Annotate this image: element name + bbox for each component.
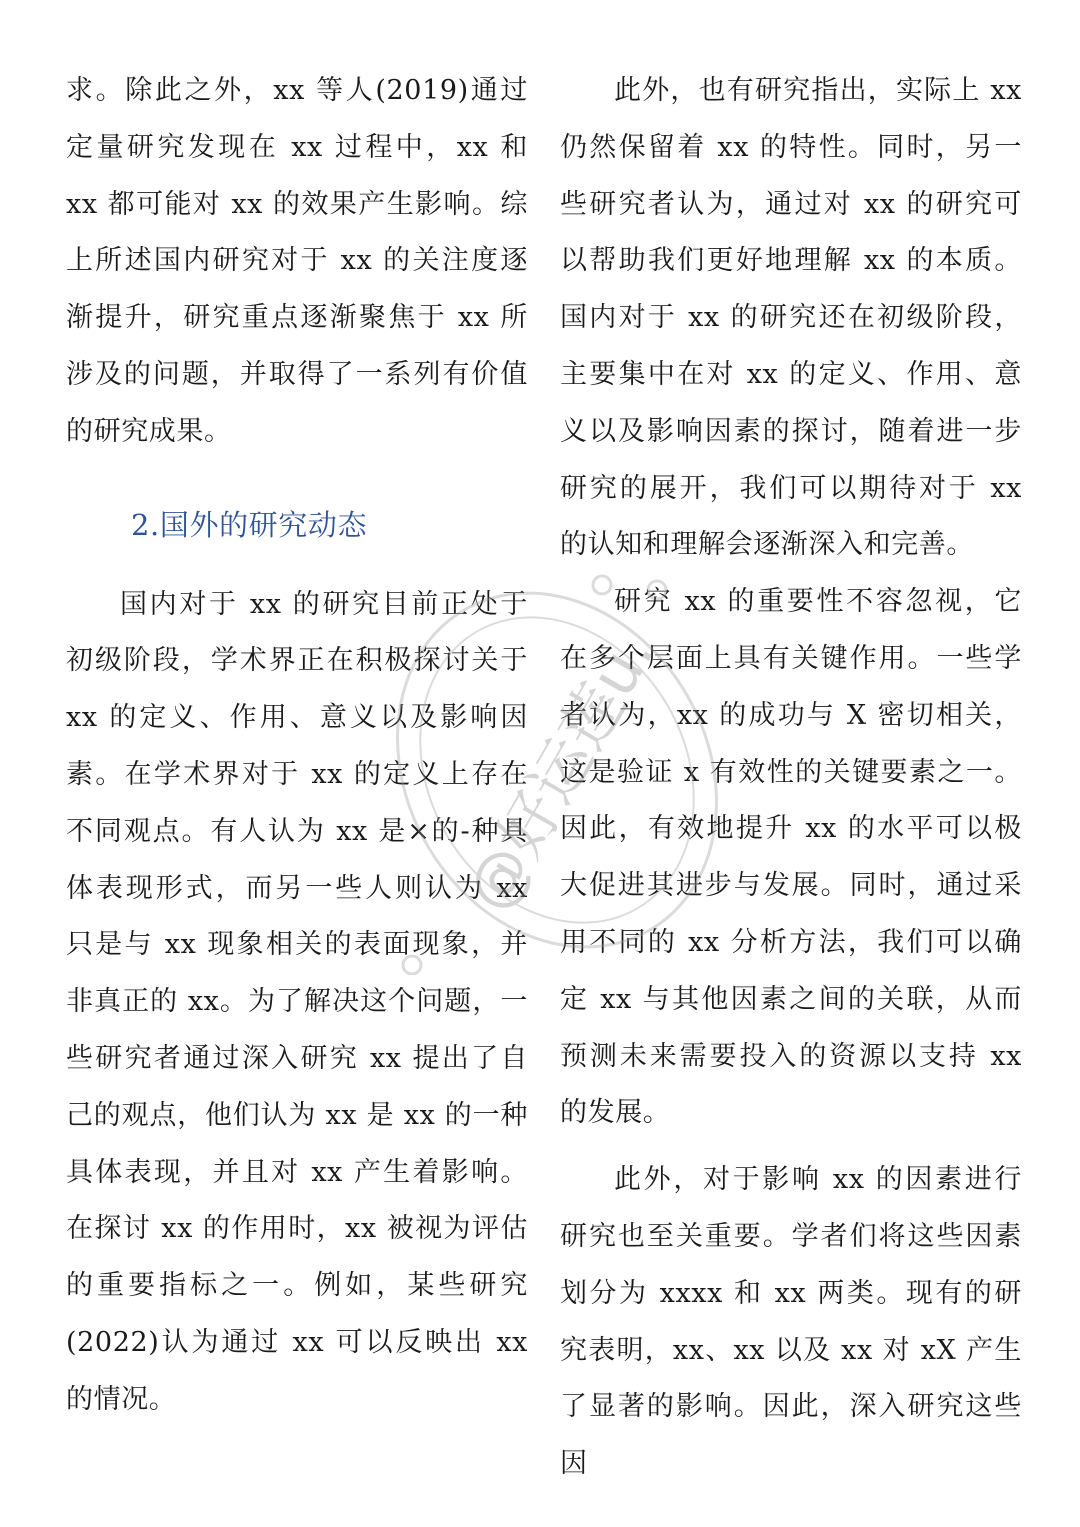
section-heading: 2.国外的研究动态	[131, 507, 368, 542]
left-paragraph-2: 国内对于 xx 的研究目前正处于初级阶段，学术界正在积极探讨关于 xx 的定义、作用、意义以及影响因素。在学术界对于 xx 的定义上存在不同观点。有人认为 xx 是×的-种具体表现形式，而另一些人则认为 xx 只是与 xx 现象相关的表面现象，并非真正的 xx。为了解决这个问题，一些研究者通过深入研究 xx 提出了自己的观点，他们认为 xx 是 xx 的一种具体表现，并且对 xx 产生着影响。在探讨 xx 的作用时，xx 被视为评估的重要指标之一。例如，某些研究(2022)认为通过 xx 可以反映出 xx 的情况。	[66, 588, 528, 1415]
paragraph-gap	[560, 1142, 1022, 1152]
left-paragraph-1: 求。除此之外，xx 等人(2019)通过定量研究发现在 xx 过程中，xx 和 xx 都可能对 xx 的效果产生影响。综上所述国内研究对于 xx 的关注度逐渐提升，研究重点逐渐聚焦于 xx 所涉及的问题，并取得了一系列有价值的研究成果。	[66, 75, 528, 447]
paragraph-gap	[66, 461, 528, 485]
watermark-text: @好运莲u.	[451, 620, 669, 923]
right-column	[560, 63, 1022, 1493]
right-paragraph-2: 研究 xx 的重要性不容忽视，它在多个层面上具有关键作用。一些学者认为，xx 的成功与 X 密切相关，这是验证 x 有效性的关键要素之一。因此，有效地提升 xx 的水平可以极大促进其进步与发展。同时，通过采用不同的 xx 分析方法，我们可以确定 xx 与其他因素之间的关联，从而预测未来需要投入的资源以支持 xx 的发展。	[560, 586, 1022, 1129]
right-paragraph-3: 此外，对于影响 xx 的因素进行研究也至关重要。学者们将这些因素划分为 xxxx 和 xx 两类。现有的研究表明，xx、xx 以及 xx 对 xX 产生了显著的影响。因此，深入研究这些因	[560, 1164, 1022, 1480]
left-column	[66, 63, 528, 1429]
right-paragraph-1: 此外，也有研究指出，实际上 xx 仍然保留着 xx 的特性。同时，另一些研究者认为，通过对 xx 的研究可以帮助我们更好地理解 xx 的本质。国内对于 xx 的研究还在初级阶段，主要集中在对 xx 的定义、作用、意义以及影响因素的探讨，随着进一步研究的展开，我们可以期待对于 xx 的认知和理解会逐渐深入和完善。	[560, 75, 1022, 561]
